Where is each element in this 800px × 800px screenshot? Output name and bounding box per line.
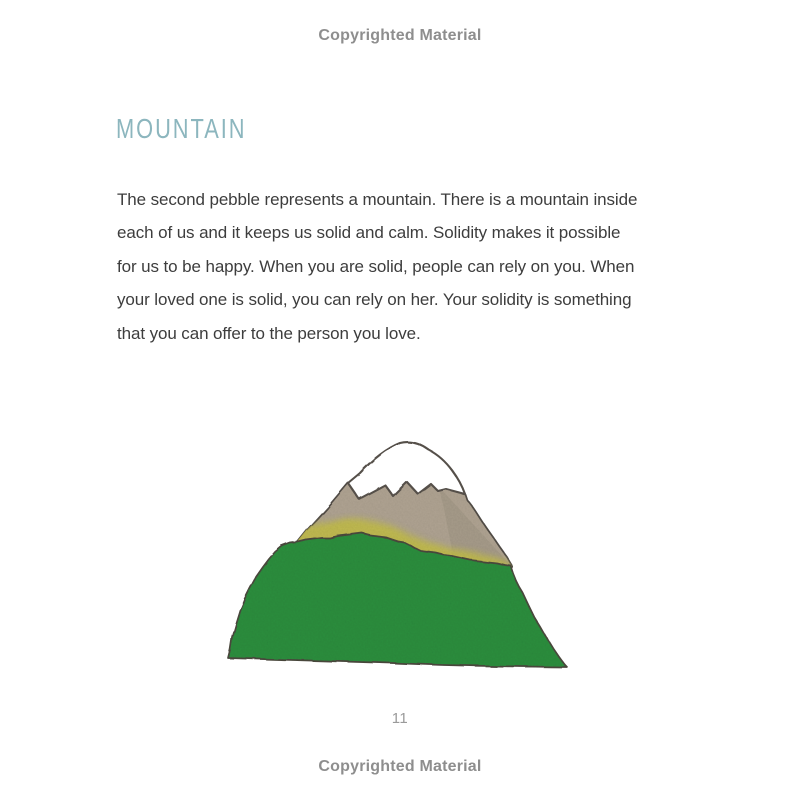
copyright-notice-bottom: Copyrighted Material — [318, 758, 482, 775]
body-paragraph — [117, 183, 637, 350]
mountain-green-group — [228, 533, 567, 667]
paragraph-line: for us to be happy. When you are solid, people can rely on you. When — [117, 256, 635, 276]
mountain-drawing-svg — [222, 440, 578, 672]
mountain-illustration — [222, 440, 578, 672]
copyright-notice-top: Copyrighted Material — [318, 27, 482, 44]
chapter-title: MOUNTAIN — [116, 113, 247, 144]
mountain-green-base — [228, 533, 567, 667]
page-number: 11 — [391, 710, 409, 727]
paragraph-line: that you can offer to the person you love. — [117, 323, 421, 343]
paragraph-line: your loved one is solid, you can rely on her. Your solidity is something — [117, 290, 632, 310]
paragraph-line: The second pebble represents a mountain. There is a mountain inside — [117, 190, 638, 209]
paragraph-line: each of us and it keeps us solid and calm. Solidity makes it possible — [117, 223, 621, 243]
